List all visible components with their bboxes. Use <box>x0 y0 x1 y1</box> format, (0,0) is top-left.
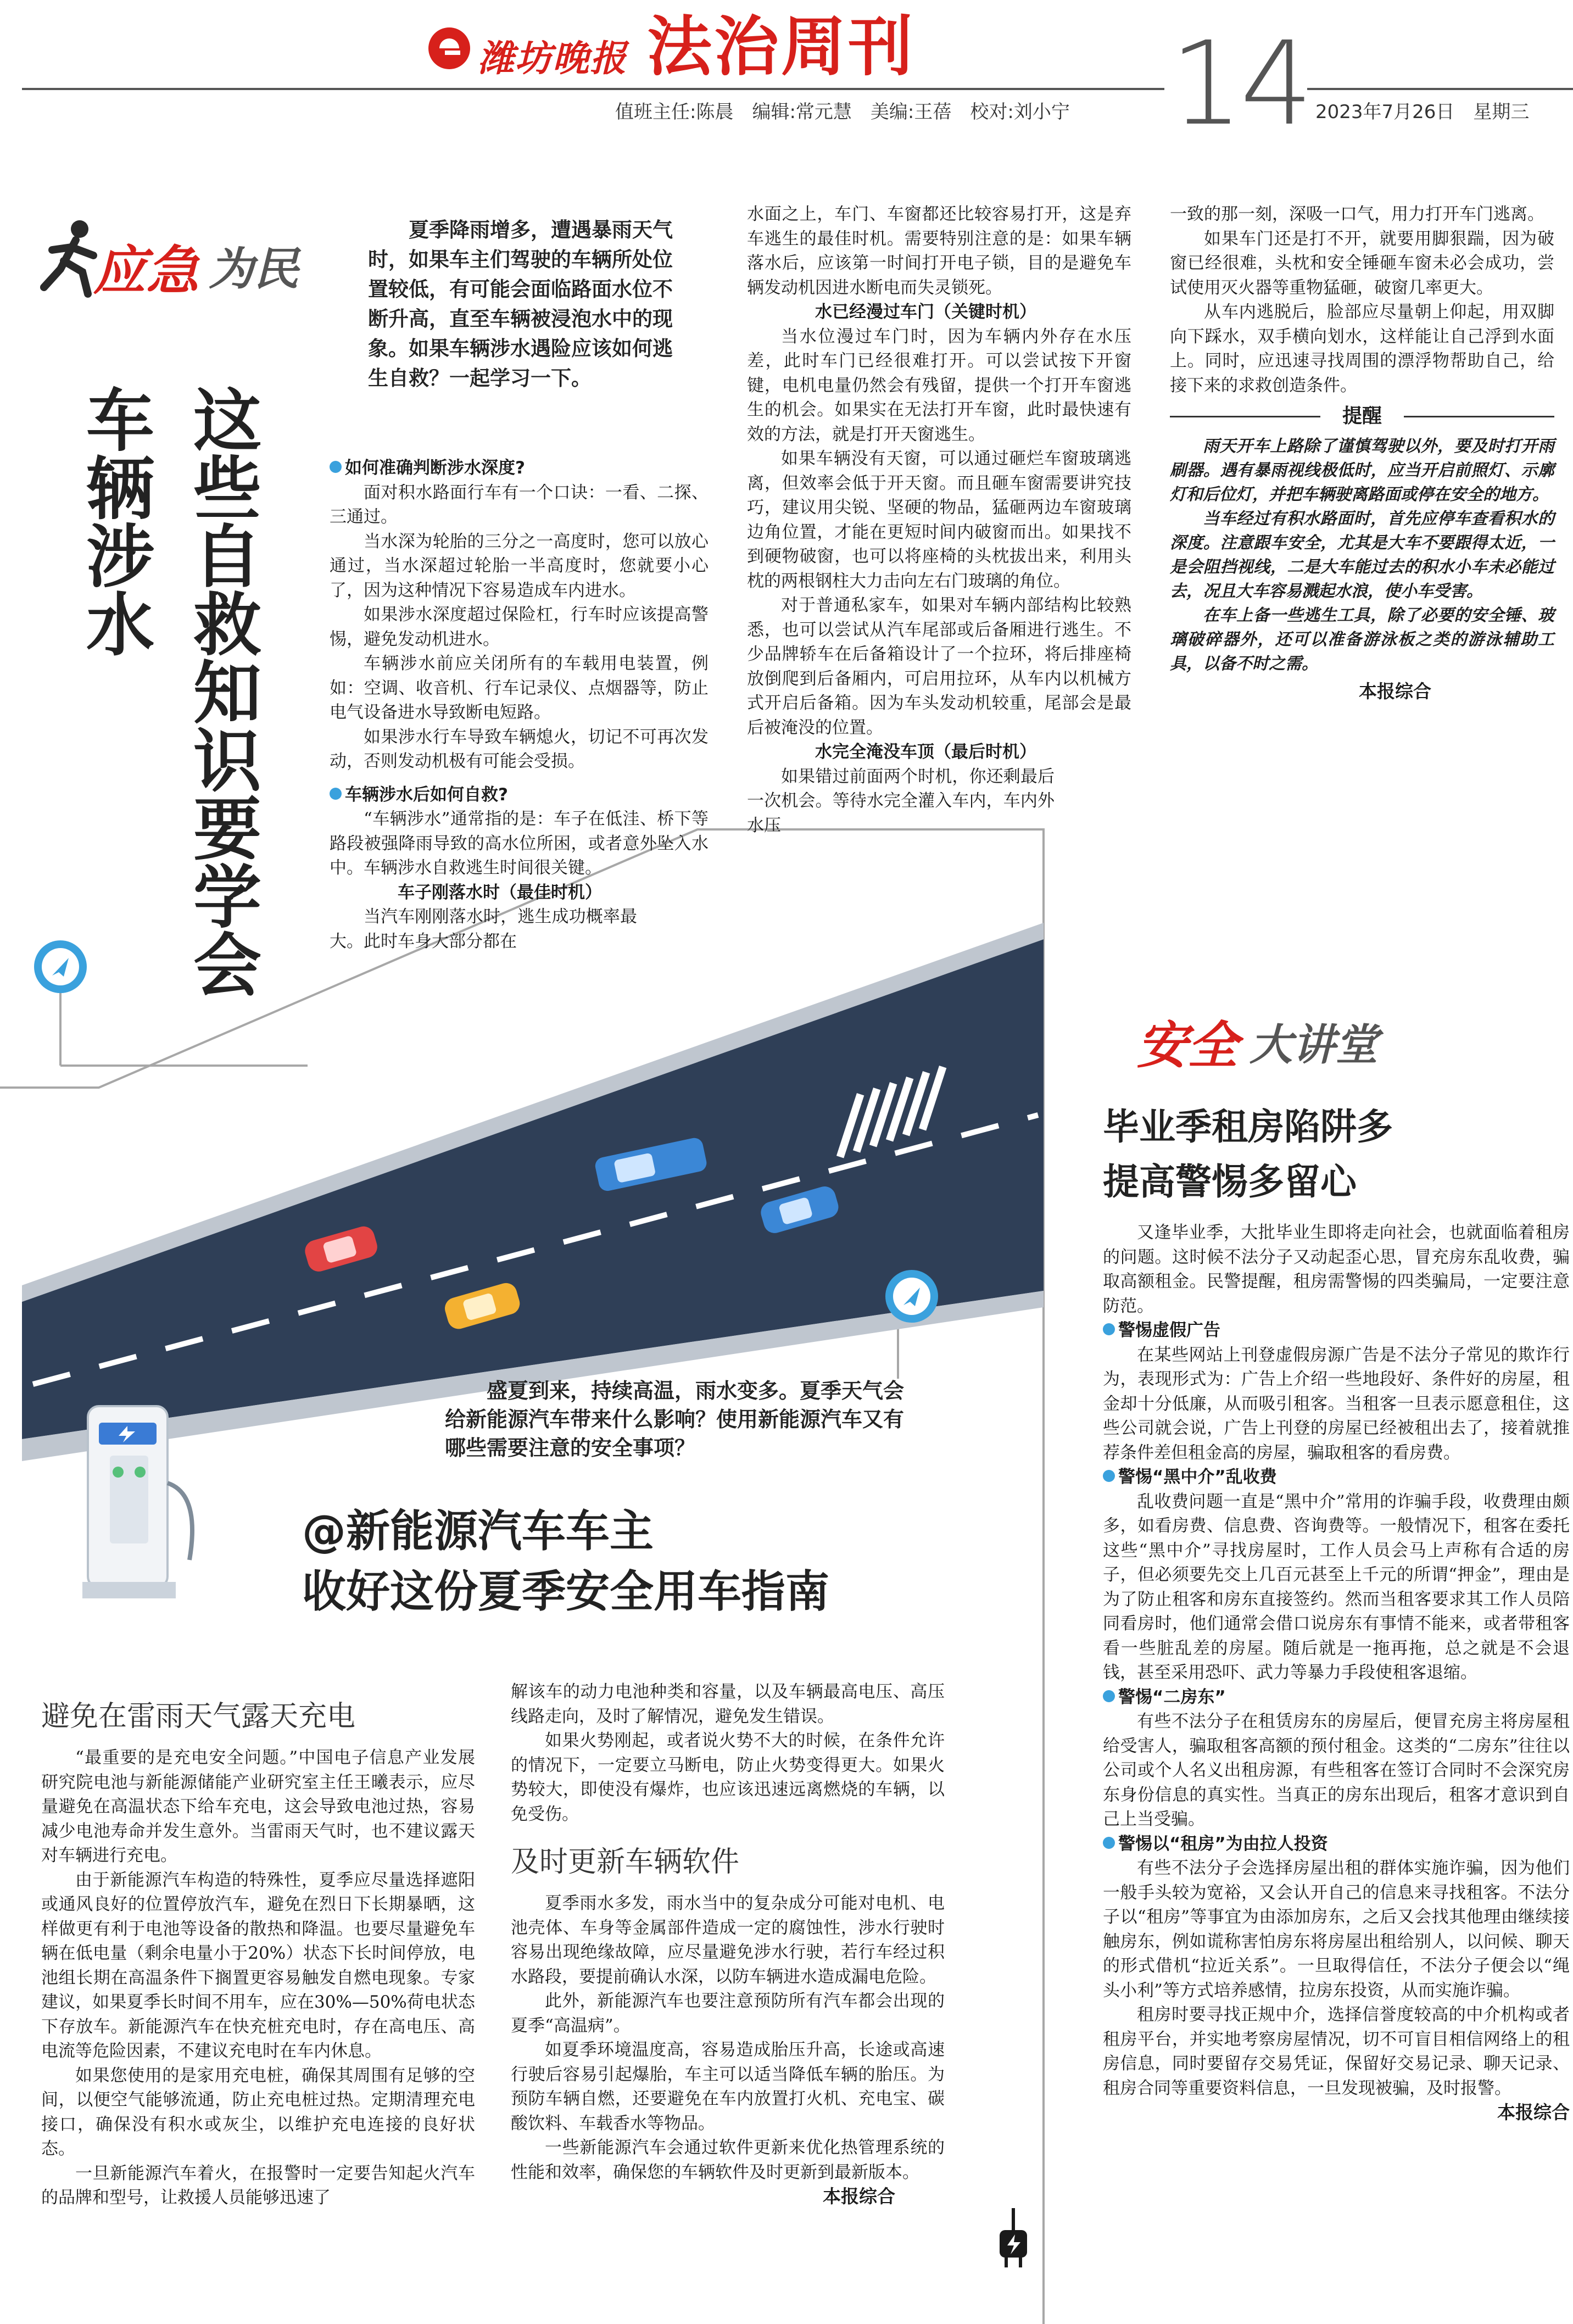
paragraph: 如果火势刚起，或者说火势不大的时候，在条件允许的情况下，一定要立马断电，防止火势变得更大。如果火势较大，即使没有爆炸，也应该迅速远离燃烧的车辆，以免受伤。 <box>511 1731 945 1824</box>
article1-column-2 <box>747 202 1131 838</box>
article1-column-1 <box>330 456 709 954</box>
subhead: 车辆涉水后如何自救? <box>330 783 709 807</box>
masthead-rule <box>22 88 1164 90</box>
article1-intro: 夏季降雨增多，遭遇暴雨天气时，如果车主们驾驶的车辆所处位置较低，有可能会面临路面水位不断升高，直至车辆被浸泡水中的现象。如果车辆涉水遇险应该如何逃生自救？一起学习一下。 <box>368 218 673 390</box>
logo-mark-icon <box>423 22 478 77</box>
subhead: 如何准确判断涉水深度? <box>330 456 709 481</box>
page-number: 14 <box>1170 16 1310 151</box>
paragraph: 由于新能源汽车构造的特殊性，夏季应尽量选择遮阳或通风良好的位置停放汽车，避免在烈日下长期暴晒，这样做更有利于电池等设备的散热和降温。也要尽量避免车辆在低电量（剩余电量小于20%）状态下长时间停放，电池组长期在高温条件下搁置更容易触发自燃电现象。专家建议，如果夏季长时间不用车，应在30%—50%荷电状态下存放车。新能源汽车在快充桩充电时，存在高电压、高电流等危险因素，不建议充电时在车内休息。 <box>41 1870 475 2061</box>
section-title: 法治周刊 <box>647 9 916 85</box>
article2-column-1 <box>41 1697 475 2210</box>
paragraph: 如果您使用的是家用充电桩，确保其周围有足够的空间，以便空气能够流通，防止充电桩过热。定期清理充电接口，确保没有积水或灰尘，以维护充电连接的良好状态。 <box>41 2065 475 2159</box>
paragraph: 又逢毕业季，大批毕业生即将走向社会，也就面临着租房的问题。这时候不法分子又动起歪心思，冒充房东乱收费，骗取高额租金。民警提醒，租房需警惕的四类骗局，一定要注意防范。 <box>1103 1223 1570 1316</box>
paragraph: 如果涉水深度超过保险杠，行车时应该提高警惕，避免发动机进水。 <box>330 605 709 649</box>
paragraph: 解该车的动力电池种类和容量，以及车辆最高电压、高压线路走向，及时了解情况，避免发生错误。 <box>511 1682 945 1726</box>
section-heading: 及时更新车辆软件 <box>511 1846 740 1879</box>
reminder-paragraph: 雨天开车上路除了谨慎驾驶以外，要及时打开雨刷器。遇有暴雨视线极低时，应当开启前照灯、示廓灯和后位灯，并把车辆驶离路面或停在安全的地方。 <box>1170 436 1554 504</box>
section-heading: 避免在雷雨天气露天充电 <box>41 1700 356 1733</box>
article2-headline-1: @新能源汽车车主 <box>302 1506 654 1557</box>
reminder-box <box>1170 434 1554 676</box>
article1-headline-main: 这些自救知识要学会 <box>182 384 261 997</box>
article2-intro: 盛夏到来，持续高温，雨水变多。夏季天气会给新能源汽车带来什么影响？使用新能源汽车又有哪些需要注意的安全事项？ <box>445 1379 905 1460</box>
article3-source: 本报综合 <box>1497 2102 1570 2123</box>
paragraph: 此外，新能源汽车也要注意预防所有汽车都会出现的夏季“高温病”。 <box>511 1991 945 2036</box>
paragraph: 从车内逃脱后，脸部应尽量朝上仰起，用双脚向下踩水，双手横向划水，这样能让自己浮到水面上。同时，应迅速寻找周围的漂浮物帮助自己，给接下来的求救创造条件。 <box>1170 302 1554 395</box>
paragraph: 一致的那一刻，深吸一口气，用力打开车门逃离。 <box>1170 204 1544 224</box>
paragraph: “车辆涉水”通常指的是：车子在低洼、桥下等路段被强降雨导致的高水位所困，或者意外坠入水中。车辆涉水自救逃生时间很关键。 <box>330 809 709 878</box>
subhead: 水完全淹没车顶（最后时机） <box>815 742 1036 762</box>
subhead: 警惕“二房东” <box>1103 1685 1570 1710</box>
reminder-title: 提醒 <box>1342 405 1382 427</box>
article3-column <box>1103 1220 1570 2125</box>
article2-headline-2: 收好这份夏季安全用车指南 <box>302 1566 829 1617</box>
paragraph: 一些新能源汽车会通过软件更新来优化热管理系统的性能和效率，确保您的车辆软件及时更新到最新版本。 <box>511 2138 945 2182</box>
article1-source: 本报综合 <box>1359 680 1431 702</box>
bullet-icon <box>1103 1837 1115 1849</box>
paragraph: “最重要的是充电安全问题。”中国电子信息产业发展研究院电池与新能源储能产业研究室主任王曦表示，应尽量避免在高温状态下给车充电，这会导致电池过热，容易减少电池寿命并发生意外。当雷雨天气时，也不建议露天对车辆进行充电。 <box>41 1748 475 1865</box>
paragraph: 租房时要寻找正规中介，选择信誉度较高的中介机构或者租房平台，并实地考察房屋情况，切不可盲目相信网络上的租房信息，同时要留存交易凭证，保留好交易记录、聊天记录、租房合同等重要资料信息，一旦发现被骗，及时报警。 <box>1103 2005 1570 2098</box>
staff-line: 值班主任:陈晨 编辑:常元慧 美编:王蓓 校对:刘小宁 <box>615 101 1070 123</box>
safety-badge <box>1137 1005 1521 1075</box>
location-pin-icon <box>885 1270 938 1323</box>
paragraph: 乱收费问题一直是“黑中介”常用的诈骗手段，收费理由颇多，如看房费、信息费、咨询费等。一般情况下，租客在委托这些“黑中介”寻找房屋时，工作人员会马上声称有合适的房子，但必须要先交上几百元甚至上千元的所谓“押金”，理由是为了防止租客和房东直接签约。然而当租客要求其工作人员陪同看房时，他们通常会借口说房东有事情不能来，或者带租客看一些脏乱差的房屋。随后就是一拖再拖，总之就是不会退钱，甚至采用恐吓、武力等暴力手段使租客退缩。 <box>1103 1491 1570 1682</box>
issue-date: 2023年7月26日 星期三 <box>1315 101 1530 123</box>
paragraph: 如果涉水行车导致车辆熄火，切记不可再次发动，否则发动机极有可能会受损。 <box>330 727 709 771</box>
bullet-icon <box>330 788 342 800</box>
badge-red-text: 应急 <box>93 240 199 302</box>
paragraph: 如果车辆没有天窗，可以通过砸烂车窗玻璃逃离，但效率会低于开天窗。而且砸车窗需要讲究技巧，建议用尖锐、坚硬的物品，猛砸两边车窗玻璃边角位置，才能在更短时间内破窗而出。如果找不到硬物破窗，也可以将座椅的头枕拔出来，利用头枕的两根钢柱大力击向左右门玻璃的角位。 <box>747 449 1131 591</box>
reminder-header <box>1170 404 1554 429</box>
article2-source: 本报综合 <box>823 2186 895 2207</box>
paragraph: 面对积水路面行车有一个口诀：一看、二探、三通过。 <box>330 482 709 527</box>
subhead: 警惕以“租房”为由拉人投资 <box>1103 1832 1570 1857</box>
bullet-icon <box>330 461 342 473</box>
reminder-rule <box>1170 416 1320 417</box>
subhead: 警惕虚假广告 <box>1103 1318 1570 1343</box>
location-pin-icon <box>34 940 87 993</box>
badge-gray-text: 大讲堂 <box>1250 1021 1379 1070</box>
article1-column-3 <box>1170 202 1554 704</box>
paragraph: 一旦新能源汽车着火，在报警时一定要告知起火汽车的品牌和型号，让救援人员能够迅速了 <box>41 2163 475 2208</box>
road <box>22 939 1044 1439</box>
paragraph: 如夏季环境温度高，容易造成胎压升高，长途或高速行驶后容易引起爆胎，车主可以适当降低车辆的胎压。为预防车辆自燃，还要避免在车内放置打火机、充电宝、碳酸饮料、车载香水等物品。 <box>511 2040 945 2133</box>
paragraph: 对于普通私家车，如果对车辆内部结构比较熟悉，也可以尝试从汽车尾部或后备厢进行逃生。不少品牌轿车在后备箱设计了一个拉环，将后排座椅放倒爬到后备厢内，可启用拉环，从车内以机械方式开启后备箱。因为车头发动机较重，尾部会是最后被淹没的位置。 <box>747 595 1131 738</box>
paragraph: 有些不法分子会选择房屋出租的群体实施诈骗，因为他们一般手头较为宽裕，又会认开自己的信息来寻找租客。不法分子以“租房”等事宜为由添加房东，之后又会找其他理由继续接触房东，例如谎称害怕房东将房屋出租给别人，以问候、聊天的形式借机“拉近关系”。一旦取得信任，不法分子便会以“绳头小利”等方式培养感情，拉房东投资，从而实施诈骗。 <box>1103 1858 1570 2000</box>
reminder-paragraph: 在车上备一些逃生工具，除了必要的安全锤、玻璃破碎器外，还可以准备游泳板之类的游泳辅助工具，以备不时之需。 <box>1170 605 1554 673</box>
paragraph: 当水位漫过车门时，因为车辆内外存在水压差，此时车门已经很难打开。可以尝试按下开窗键，电机电量仍然会有残留，提供一个打开车窗逃生的机会。如果实在无法打开车窗，此时最快速有效的方法，就是打开天窗逃生。 <box>747 326 1131 444</box>
paragraph: 夏季雨水多发，雨水当中的复杂成分可能对电机、电池壳体、车身等金属部件造成一定的腐蚀性，涉水行驶时容易出现绝缘故障，应尽量避免涉水行驶，若行车经过积水路段，要提前确认水深，以防车辆进水造成漏电危险。 <box>511 1893 945 1987</box>
masthead-logo-text: 潍坊晚报 <box>478 37 627 80</box>
reminder-paragraph: 当车经过有积水路面时，首先应停车查看积水的深度。注意跟车安全，尤其是大车不要跟得太近，一是会阻挡视线，二是大车能过去的积水小车未必能过去，况且大车容易溅起水浪，使小车受害。 <box>1170 509 1554 601</box>
bullet-icon <box>1103 1690 1115 1702</box>
reminder-rule <box>1404 416 1554 417</box>
plug-icon <box>1000 2208 1027 2267</box>
subhead: 警惕“黑中介”乱收费 <box>1103 1465 1570 1490</box>
paragraph: 车辆涉水前应关闭所有的车载用电装置，例如：空调、收音机、行车记录仪、点烟器等，防止电气设备进水导致断电短路。 <box>330 654 709 722</box>
bullet-icon <box>1103 1323 1115 1335</box>
paragraph: 当水深为轮胎的三分之一高度时，您可以放心通过，当水深超过轮胎一半高度时，您就要小心了，因为这种情况下容易造成车内进水。 <box>330 531 709 600</box>
paragraph: 水面之上，车门、车窗都还比较容易打开，这是弃车逃生的最佳时机。需要特别注意的是：如果车辆落水后，应该第一时间打开电子锁，目的是避免车辆发动机因进水断电而失灵锁死。 <box>747 204 1131 298</box>
article2-column-2 <box>511 1680 945 2209</box>
subhead: 水已经漫过车门（关键时机） <box>815 302 1036 322</box>
bullet-icon <box>1103 1470 1115 1482</box>
emergency-badge <box>27 217 335 302</box>
badge-gray-text: 为民 <box>209 243 299 296</box>
paragraph: 有些不法分子在租赁房东的房屋后，便冒充房主将房屋租给受害人，骗取租客高额的预付租金。这类的“二房东”往往以公司或个人名义出租房源，有些租客在签订合同时不会深究房东身份信息的真实性。当真正的房东出现后，租客才意识到自己上当受骗。 <box>1103 1712 1570 1829</box>
article3-headline-2: 提高警惕多留心 <box>1103 1161 1357 1203</box>
paragraph: 当汽车刚刚落水时，逃生成功概率最大。此时车身大部分都在 <box>330 907 637 951</box>
paragraph: 如果车门还是打不开，就要用脚狠踹，因为破窗已经很难，头枕和安全锤砸车窗未必会成功，尝试使用灭火器等重物猛砸，破窗几率更大。 <box>1170 229 1554 298</box>
article3-headline-1: 毕业季租房陷阱多 <box>1103 1106 1393 1148</box>
article1-headline-sub: 车辆涉水 <box>75 384 154 657</box>
subhead: 车子刚落水时（最佳时机） <box>398 882 602 902</box>
masthead-logo <box>423 19 632 80</box>
badge-red-text: 安全 <box>1137 1016 1239 1075</box>
paragraph: 在某些网站上刊登虚假房源广告是不法分子常见的欺诈行为，表现形式为：广告上介绍一些地段好、条件好的房屋，租金却十分低廉，从而吸引租客。当租客一旦表示愿意租住，这些公司就会说，广告上刊登的房屋已经被租出去了，接着就推荐条件差但租金高的房屋，骗取租客的看房费。 <box>1103 1345 1570 1463</box>
masthead-rule <box>1307 88 1573 90</box>
paragraph: 如果错过前面两个时机，你还剩最后一次机会。等待水完全灌入车内，车内外水压 <box>747 766 1055 835</box>
